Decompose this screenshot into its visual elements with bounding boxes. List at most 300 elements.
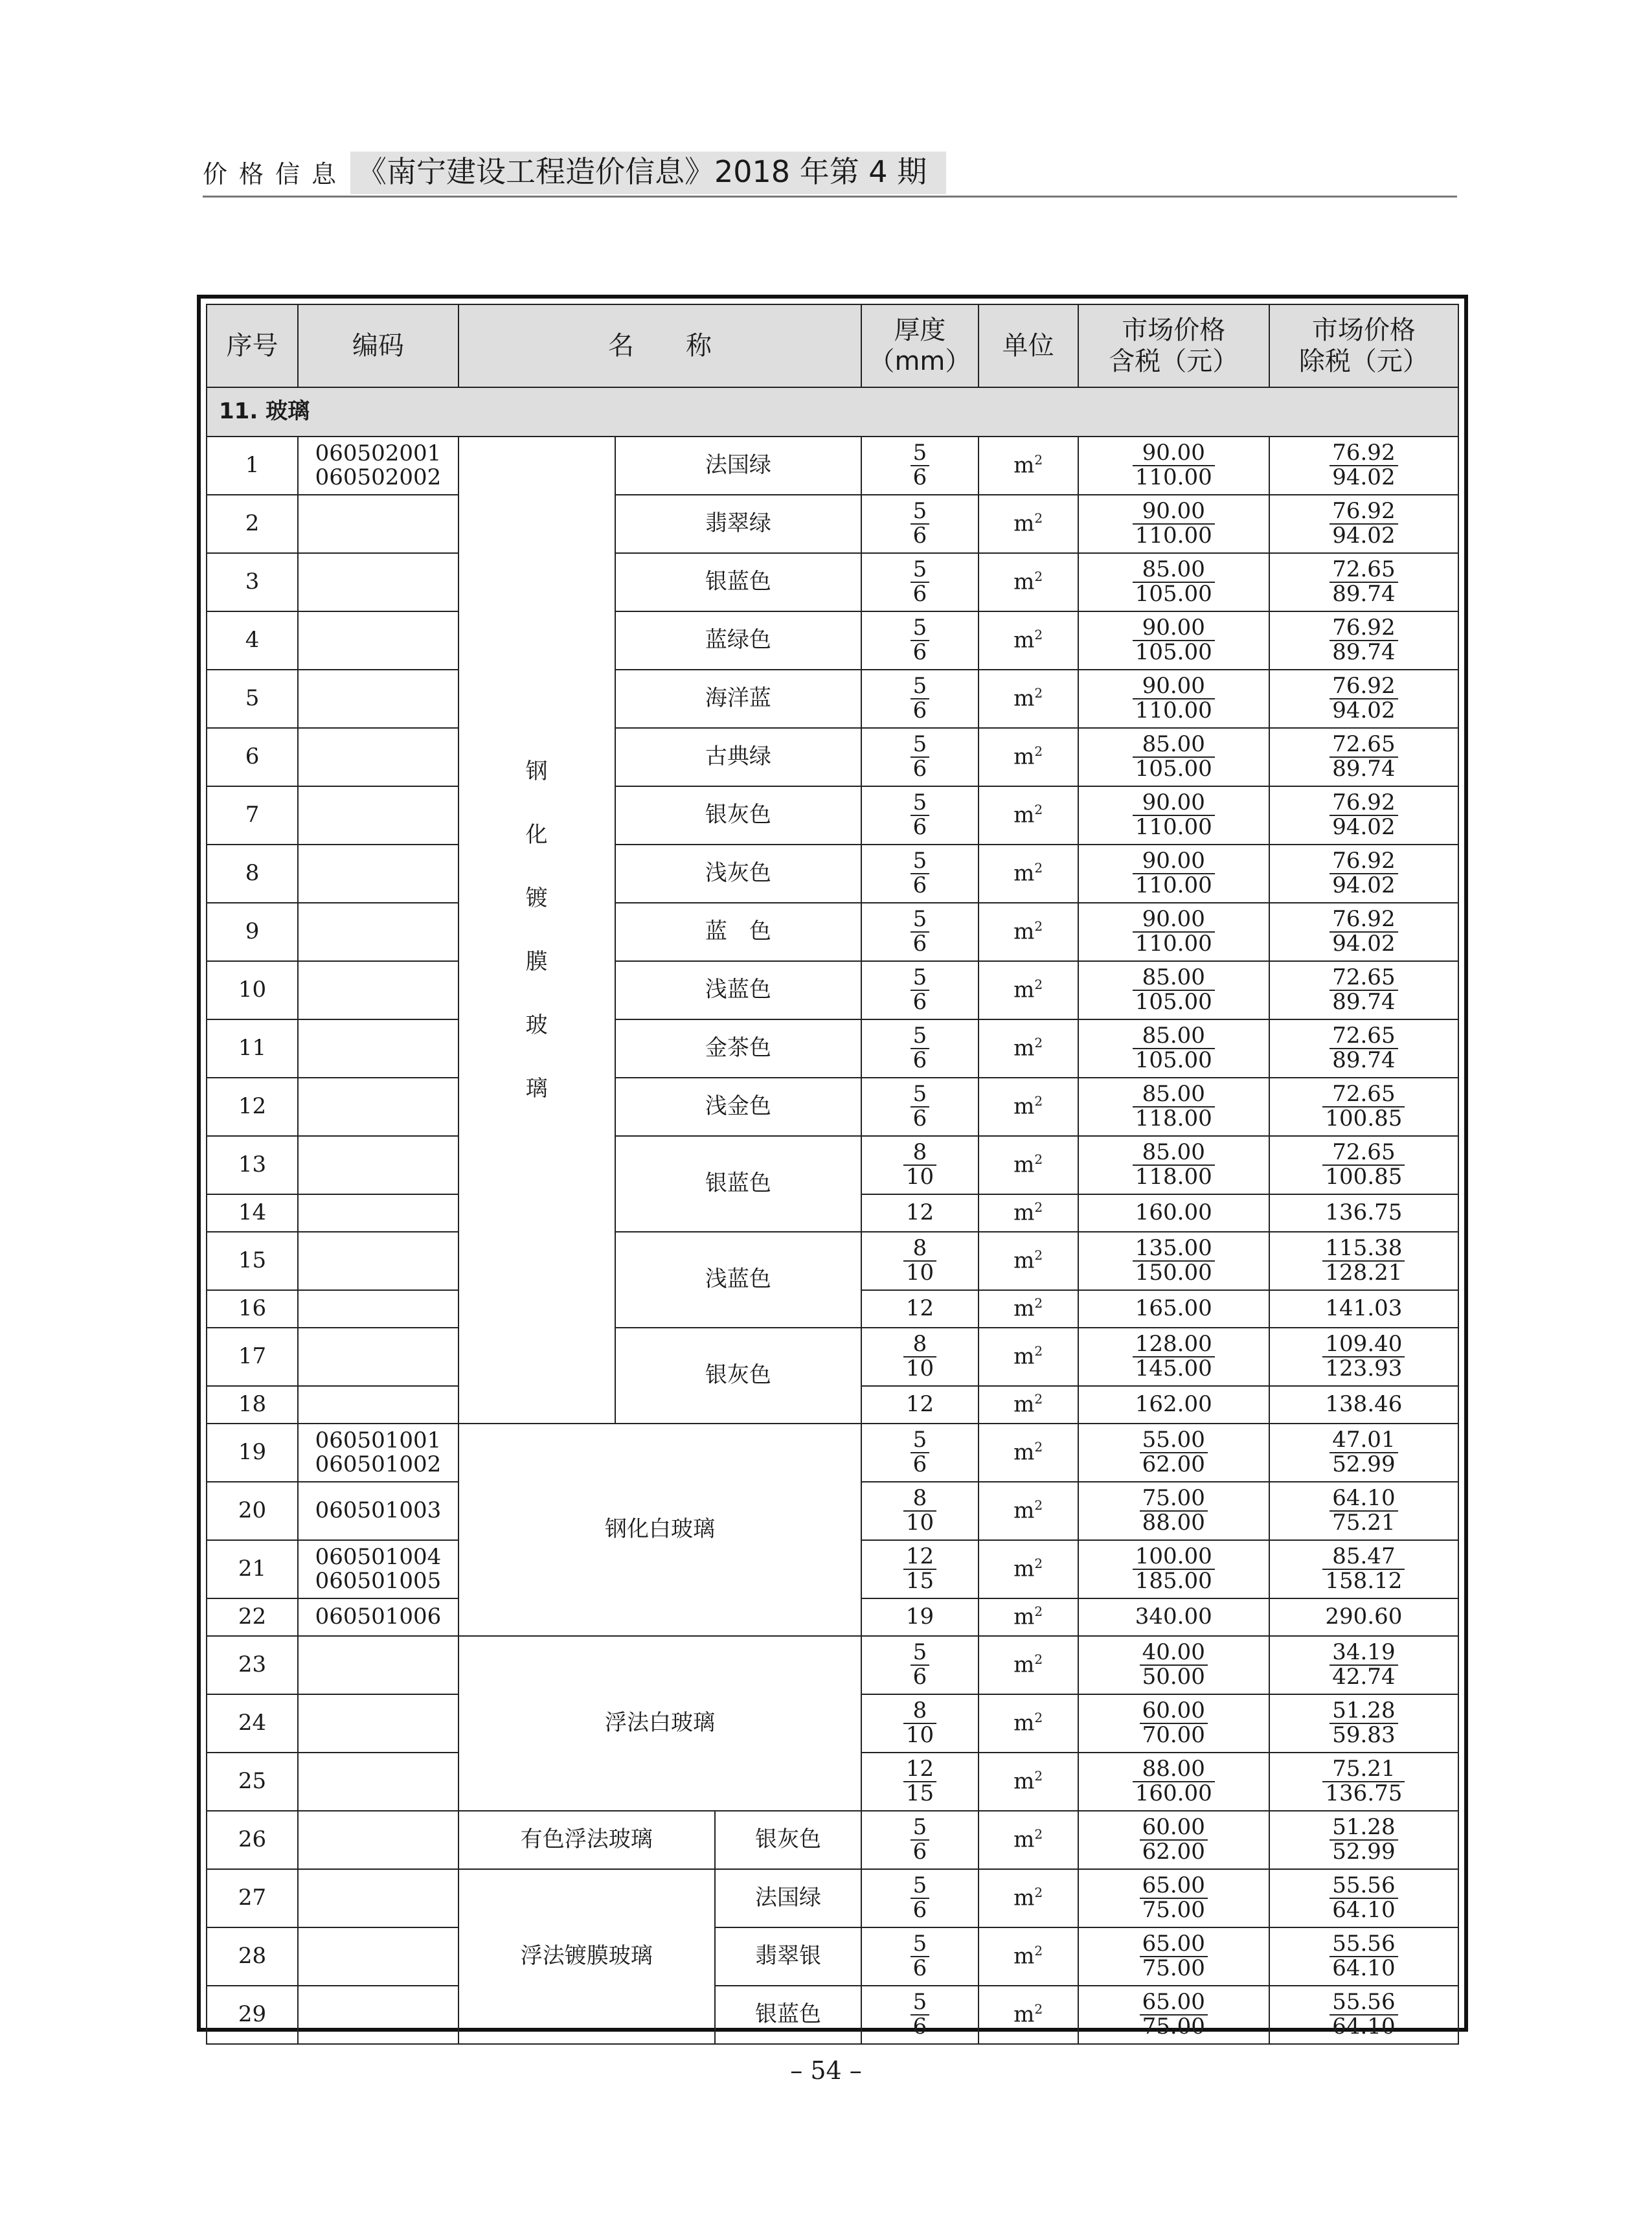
cell-price-tax-fraction (1133, 1545, 1215, 1593)
cell-code (298, 728, 458, 786)
cell-thickness-bottom: 6 (912, 814, 927, 840)
table-row (207, 1078, 1458, 1136)
cell-price-notax-top: 72.65 (1330, 966, 1397, 991)
unit-sup: 2 (1034, 1826, 1043, 1843)
cell-seq: 4 (207, 611, 298, 670)
cell-thickness-top: 8 (903, 1237, 936, 1262)
col-header-price-tax-1: 市场价格 (1122, 315, 1226, 345)
cell-color: 翡翠银 (715, 1927, 862, 1986)
cell-price-notax-fraction (1330, 500, 1397, 547)
cell-price-tax-fraction (1133, 1141, 1215, 1188)
cell-seq: 11 (207, 1019, 298, 1078)
cell-price-notax (1269, 611, 1458, 670)
cell-price-notax (1269, 437, 1458, 495)
cell-thickness-top: 5 (911, 850, 930, 874)
cell-thickness (861, 1232, 978, 1290)
group-colored-float-glass: 有色浮法玻璃 (458, 1811, 715, 1869)
unit-sup: 2 (1034, 2001, 1043, 2017)
cell-price-notax-top: 51.28 (1330, 1816, 1397, 1841)
cell-color: 浅蓝色 (615, 1232, 862, 1328)
cell-price-tax-bottom: 185.00 (1135, 1568, 1212, 1594)
cell-code (298, 495, 458, 553)
cell-price-notax (1269, 1290, 1458, 1328)
cell-price-tax (1078, 1753, 1269, 1811)
cell-price-tax (1078, 553, 1269, 611)
cell-thickness-fraction (911, 442, 930, 489)
cell-unit (979, 1636, 1078, 1694)
unit-sup: 2 (1034, 1391, 1043, 1407)
cell-price-tax (1078, 1232, 1269, 1290)
cell-thickness (861, 1078, 978, 1136)
table-row (207, 1328, 1458, 1386)
unit-label: m (1013, 1295, 1035, 1322)
unit-label: m (1013, 685, 1035, 712)
cell-price-tax-top: 85.00 (1133, 1141, 1215, 1166)
cell-seq: 29 (207, 1986, 298, 2044)
cell-price-notax-top: 76.92 (1330, 908, 1397, 933)
cell-thickness (861, 670, 978, 728)
cell-price-tax-fraction (1133, 1333, 1215, 1380)
cell-price-notax-value: 138.46 (1325, 1391, 1403, 1418)
cell-price-notax-fraction (1330, 442, 1397, 489)
cell-price-notax (1269, 1811, 1458, 1869)
cell-price-notax (1269, 495, 1458, 553)
cell-price-tax-top: 90.00 (1133, 500, 1215, 525)
cell-price-notax-fraction (1322, 1758, 1405, 1805)
cell-seq: 8 (207, 845, 298, 903)
cell-price-notax-top: 47.01 (1330, 1429, 1397, 1453)
cell-thickness-bottom: 6 (912, 1955, 927, 1981)
cell-thickness (861, 1927, 978, 1986)
unit-label: m (1013, 452, 1035, 479)
cell-price-notax-fraction (1330, 1429, 1397, 1476)
cell-thickness-fraction (903, 1141, 936, 1188)
cell-price-tax-value: 160.00 (1135, 1199, 1212, 1226)
unit-sup: 2 (1034, 1497, 1043, 1514)
cell-thickness-fraction (903, 1545, 936, 1593)
cell-thickness-bottom: 10 (905, 1164, 934, 1190)
code-value: 060501004 (315, 1543, 442, 1570)
table-row (207, 961, 1458, 1019)
unit-sup: 2 (1034, 1885, 1043, 1901)
cell-price-notax-fraction (1330, 1487, 1397, 1534)
cell-thickness-top: 5 (911, 558, 930, 583)
cell-unit (979, 1194, 1078, 1232)
cell-thickness-top: 5 (911, 617, 930, 641)
cell-thickness-fraction (911, 908, 930, 955)
cell-price-notax-fraction (1330, 1874, 1397, 1922)
cell-code (298, 1811, 458, 1869)
cell-color: 蓝 色 (615, 903, 862, 961)
cell-price-notax (1269, 1078, 1458, 1136)
cell-color: 浅金色 (615, 1078, 862, 1136)
cell-unit (979, 1986, 1078, 2044)
cell-price-tax-value: 162.00 (1135, 1391, 1212, 1418)
cell-thickness-fraction (911, 1874, 930, 1922)
cell-thickness (861, 1194, 978, 1232)
unit-label: m (1013, 802, 1035, 828)
cell-price-notax (1269, 1540, 1458, 1598)
cell-price-tax-fraction (1133, 966, 1215, 1014)
unit-label: m (1013, 2001, 1035, 2028)
cell-seq: 12 (207, 1078, 298, 1136)
cell-thickness-value: 12 (905, 1391, 934, 1418)
cell-price-tax (1078, 1194, 1269, 1232)
cell-thickness (861, 845, 978, 903)
cell-thickness-bottom: 6 (912, 1047, 927, 1073)
cell-price-notax (1269, 1232, 1458, 1290)
cell-price-tax-top: 90.00 (1133, 791, 1215, 816)
cell-price-notax-bottom: 52.99 (1332, 1451, 1396, 1477)
cell-code (298, 1753, 458, 1811)
cell-price-notax-bottom: 64.10 (1332, 1897, 1396, 1923)
cell-thickness-top: 5 (911, 1874, 930, 1899)
table-row (207, 1986, 1458, 2044)
cell-price-notax-fraction (1322, 1545, 1405, 1593)
cell-thickness-top: 5 (911, 1083, 930, 1107)
cell-price-notax-fraction (1330, 558, 1397, 606)
cell-thickness-top: 5 (911, 1025, 930, 1049)
cell-thickness-top: 5 (911, 675, 930, 699)
cell-price-tax-fraction (1133, 675, 1215, 722)
cell-price-notax-top: 72.65 (1330, 733, 1397, 758)
cell-price-notax-fraction (1322, 1333, 1405, 1380)
table-row (207, 1927, 1458, 1986)
cell-seq: 15 (207, 1232, 298, 1290)
cell-price-notax (1269, 1636, 1458, 1694)
cell-thickness (861, 1869, 978, 1927)
unit-label: m (1013, 569, 1035, 595)
cell-seq: 14 (207, 1194, 298, 1232)
cell-code (298, 1927, 458, 1986)
cell-price-notax-fraction (1330, 791, 1397, 839)
cell-price-tax-top: 55.00 (1140, 1429, 1208, 1453)
cell-price-tax-bottom: 145.00 (1135, 1356, 1212, 1381)
cell-price-notax-top: 55.56 (1330, 1874, 1397, 1899)
col-header-thickness-2: （mm） (868, 346, 971, 376)
unit-sup: 2 (1034, 1652, 1043, 1668)
table-header-row (207, 304, 1458, 387)
cell-price-notax-top: 76.92 (1330, 791, 1397, 816)
cell-thickness-top: 5 (911, 1816, 930, 1841)
cell-price-tax (1078, 845, 1269, 903)
cell-code (298, 1694, 458, 1753)
table-row (207, 1811, 1458, 1869)
cell-price-notax-top: 76.92 (1330, 617, 1397, 641)
cell-color: 法国绿 (715, 1869, 862, 1927)
cell-thickness-top: 8 (903, 1333, 936, 1357)
unit-label: m (1013, 1652, 1035, 1678)
cell-price-notax-top: 76.92 (1330, 442, 1397, 466)
unit-sup: 2 (1034, 1710, 1043, 1726)
cell-thickness-value: 19 (905, 1604, 934, 1630)
cell-color: 浅灰色 (615, 845, 862, 903)
unit-sup: 2 (1034, 1556, 1043, 1572)
cell-thickness (861, 1290, 978, 1328)
cell-thickness (861, 1424, 978, 1482)
cell-thickness-bottom: 10 (905, 1722, 934, 1748)
cell-price-notax-top: 76.92 (1330, 675, 1397, 699)
cell-price-notax-bottom: 89.74 (1332, 639, 1396, 665)
cell-thickness-bottom: 10 (905, 1260, 934, 1286)
cell-price-tax (1078, 786, 1269, 845)
cell-price-tax-top: 135.00 (1133, 1237, 1215, 1262)
category-label: 11. 玻璃 (207, 387, 1458, 437)
table-row (207, 903, 1458, 961)
cell-thickness-bottom: 6 (912, 581, 927, 607)
group-char: 化 (525, 822, 548, 848)
unit-label: m (1013, 1343, 1035, 1370)
cell-price-notax-top: 76.92 (1330, 500, 1397, 525)
unit-sup: 2 (1034, 1768, 1043, 1784)
cell-price-tax (1078, 1636, 1269, 1694)
cell-price-notax-fraction (1330, 675, 1397, 722)
cell-price-tax-value: 340.00 (1135, 1604, 1212, 1630)
cell-code (298, 1424, 458, 1482)
cell-price-notax-fraction (1322, 1083, 1405, 1130)
cell-price-notax-bottom: 94.02 (1332, 814, 1396, 840)
cell-thickness-value: 12 (905, 1295, 934, 1322)
cell-price-tax-top: 60.00 (1140, 1699, 1208, 1724)
cell-seq: 6 (207, 728, 298, 786)
cell-price-tax (1078, 1986, 1269, 2044)
table-row (207, 1636, 1458, 1694)
cell-price-tax-bottom: 75.00 (1142, 2014, 1205, 2039)
cell-code (298, 1636, 458, 1694)
cell-price-notax-top: 55.56 (1330, 1991, 1397, 2016)
cell-price-notax-fraction (1330, 1933, 1397, 1980)
group-char: 钢 (525, 758, 548, 784)
table-row (207, 786, 1458, 845)
cell-seq: 26 (207, 1811, 298, 1869)
cell-price-notax-top: 115.38 (1322, 1237, 1405, 1262)
cell-thickness-fraction (903, 1758, 936, 1805)
unit-sup: 2 (1034, 510, 1043, 527)
cell-code (298, 553, 458, 611)
cell-unit (979, 1598, 1078, 1636)
unit-label: m (1013, 1604, 1035, 1630)
col-header-thickness-1: 厚度 (894, 315, 946, 345)
cell-thickness-top: 5 (911, 500, 930, 525)
cell-unit (979, 495, 1078, 553)
cell-thickness-fraction (911, 1429, 930, 1476)
cell-price-tax (1078, 1019, 1269, 1078)
cell-price-tax-top: 75.00 (1140, 1487, 1208, 1512)
code-value: 060502001 (315, 440, 442, 466)
cell-price-tax (1078, 903, 1269, 961)
cell-price-notax-fraction (1330, 733, 1397, 780)
cell-thickness-fraction (911, 733, 930, 780)
cell-seq: 17 (207, 1328, 298, 1386)
unit-sup: 2 (1034, 977, 1043, 993)
cell-color: 银蓝色 (715, 1986, 862, 2044)
col-header-price-tax-2: 含税（元） (1109, 346, 1239, 376)
unit-sup: 2 (1034, 918, 1043, 935)
cell-seq: 9 (207, 903, 298, 961)
cell-price-tax-fraction (1140, 1641, 1208, 1688)
cell-unit (979, 903, 1078, 961)
cell-price-tax (1078, 728, 1269, 786)
cell-color: 银蓝色 (615, 553, 862, 611)
unit-sup: 2 (1034, 1604, 1043, 1620)
cell-price-notax-top: 72.65 (1322, 1083, 1405, 1107)
cell-price-tax-bottom: 88.00 (1142, 1510, 1205, 1536)
cell-price-tax-bottom: 105.00 (1135, 989, 1212, 1015)
cell-price-tax-bottom: 110.00 (1135, 814, 1212, 840)
cell-thickness-bottom: 6 (912, 1839, 927, 1865)
cell-price-tax-bottom: 75.00 (1142, 1955, 1205, 1981)
cell-thickness-fraction (911, 1083, 930, 1130)
table-row (207, 728, 1458, 786)
cell-thickness-bottom: 10 (905, 1510, 934, 1536)
table-row (207, 1869, 1458, 1927)
cell-price-tax-fraction (1140, 1816, 1208, 1863)
cell-price-tax-value: 165.00 (1135, 1295, 1212, 1322)
col-header-thickness (861, 304, 978, 387)
cell-price-tax-fraction (1133, 558, 1215, 606)
cell-thickness (861, 1386, 978, 1424)
cell-price-tax-top: 85.00 (1133, 966, 1215, 991)
cell-price-tax-top: 90.00 (1133, 675, 1215, 699)
cell-price-tax-top: 40.00 (1140, 1641, 1208, 1666)
cell-price-tax-fraction (1133, 442, 1215, 489)
cell-seq: 25 (207, 1753, 298, 1811)
unit-sup: 2 (1034, 627, 1043, 643)
cell-price-notax-top: 51.28 (1330, 1699, 1397, 1724)
cell-price-tax (1078, 495, 1269, 553)
cell-price-notax (1269, 1424, 1458, 1482)
cell-price-tax-top: 90.00 (1133, 850, 1215, 874)
cell-seq: 3 (207, 553, 298, 611)
cell-thickness (861, 1694, 978, 1753)
cell-price-tax-bottom: 105.00 (1135, 756, 1212, 782)
page-number: – 54 – (790, 2056, 862, 2085)
table-row (207, 1232, 1458, 1290)
cell-color: 古典绿 (615, 728, 862, 786)
cell-price-notax-fraction (1330, 617, 1397, 664)
cell-unit (979, 961, 1078, 1019)
header-category: 价格信息 (203, 160, 348, 188)
group-char: 玻 (525, 1012, 548, 1038)
cell-price-notax-bottom: 94.02 (1332, 872, 1396, 898)
unit-sup: 2 (1034, 452, 1043, 468)
unit-label: m (1013, 1885, 1035, 1911)
cell-seq: 24 (207, 1694, 298, 1753)
cell-price-tax-fraction (1133, 791, 1215, 839)
cell-thickness-bottom: 6 (912, 523, 927, 549)
cell-thickness-fraction (911, 1641, 930, 1688)
cell-price-notax-bottom: 89.74 (1332, 1047, 1396, 1073)
cell-price-tax-top: 85.00 (1133, 733, 1215, 758)
cell-code (298, 1482, 458, 1540)
col-header-price-notax-2: 除税（元） (1298, 346, 1429, 376)
cell-thickness-bottom: 6 (912, 1664, 927, 1690)
cell-seq: 18 (207, 1386, 298, 1424)
code-value: 060501006 (315, 1604, 442, 1630)
cell-price-notax (1269, 1927, 1458, 1986)
cell-thickness-bottom: 6 (912, 1897, 927, 1923)
cell-price-tax-fraction (1133, 617, 1215, 664)
cell-price-notax-bottom: 89.74 (1332, 756, 1396, 782)
table-row (207, 437, 1458, 495)
cell-thickness-fraction (911, 675, 930, 722)
unit-sup: 2 (1034, 1295, 1043, 1312)
cell-price-notax-bottom: 52.99 (1332, 1839, 1396, 1865)
cell-thickness-bottom: 15 (905, 1780, 934, 1806)
unit-label: m (1013, 1093, 1035, 1120)
cell-price-tax-bottom: 70.00 (1142, 1722, 1205, 1748)
cell-price-tax-top: 100.00 (1133, 1545, 1215, 1570)
header-title: 《南宁建设工程造价信息》2018 年第 4 期 (350, 152, 946, 194)
cell-unit (979, 1694, 1078, 1753)
cell-thickness (861, 961, 978, 1019)
cell-seq: 22 (207, 1598, 298, 1636)
cell-thickness-top: 5 (911, 791, 930, 816)
cell-seq: 28 (207, 1927, 298, 1986)
cell-thickness (861, 786, 978, 845)
unit-sup: 2 (1034, 860, 1043, 876)
cell-unit (979, 1811, 1078, 1869)
cell-unit (979, 728, 1078, 786)
price-table-frame (197, 295, 1468, 2039)
cell-color: 银灰色 (715, 1811, 862, 1869)
cell-thickness-top: 5 (911, 1933, 930, 1957)
cell-code (298, 1328, 458, 1386)
cell-code (298, 1019, 458, 1078)
cell-code (298, 1194, 458, 1232)
cell-thickness-top: 5 (911, 908, 930, 933)
cell-price-tax-fraction (1133, 1758, 1215, 1805)
page-header (203, 152, 1457, 198)
unit-sup: 2 (1034, 1943, 1043, 1959)
cell-seq: 20 (207, 1482, 298, 1540)
cell-unit (979, 1869, 1078, 1927)
cell-price-notax (1269, 1194, 1458, 1232)
cell-price-notax (1269, 1136, 1458, 1194)
cell-unit (979, 1328, 1078, 1386)
cell-code (298, 1136, 458, 1194)
cell-price-tax-bottom: 150.00 (1135, 1260, 1212, 1286)
cell-code (298, 1598, 458, 1636)
cell-price-tax-fraction (1140, 1429, 1208, 1476)
cell-price-tax-top: 85.00 (1133, 1025, 1215, 1049)
cell-thickness-fraction (911, 966, 930, 1014)
cell-price-tax (1078, 1694, 1269, 1753)
cell-price-tax-fraction (1140, 1487, 1208, 1534)
group-float-white-glass: 浮法白玻璃 (458, 1636, 862, 1811)
table-row (207, 670, 1458, 728)
col-header-unit: 单位 (979, 304, 1078, 387)
group-float-coated-glass: 浮法镀膜玻璃 (458, 1869, 715, 2044)
cell-price-notax (1269, 1694, 1458, 1753)
cell-code (298, 786, 458, 845)
cell-thickness-fraction (911, 850, 930, 897)
cell-price-notax-bottom: 64.10 (1332, 2014, 1396, 2039)
cell-price-tax-fraction (1133, 850, 1215, 897)
cell-price-tax-top: 65.00 (1140, 1874, 1208, 1899)
cell-unit (979, 1482, 1078, 1540)
cell-price-tax-bottom: 160.00 (1135, 1780, 1212, 1806)
cell-price-notax-value: 136.75 (1325, 1199, 1403, 1226)
cell-thickness-bottom: 6 (912, 639, 927, 665)
cell-seq: 2 (207, 495, 298, 553)
cell-color: 海洋蓝 (615, 670, 862, 728)
unit-label: m (1013, 510, 1035, 537)
unit-sup: 2 (1034, 569, 1043, 585)
header-rule (203, 196, 1457, 198)
cell-price-tax-bottom: 118.00 (1135, 1164, 1212, 1190)
cell-price-notax-bottom: 94.02 (1332, 523, 1396, 549)
